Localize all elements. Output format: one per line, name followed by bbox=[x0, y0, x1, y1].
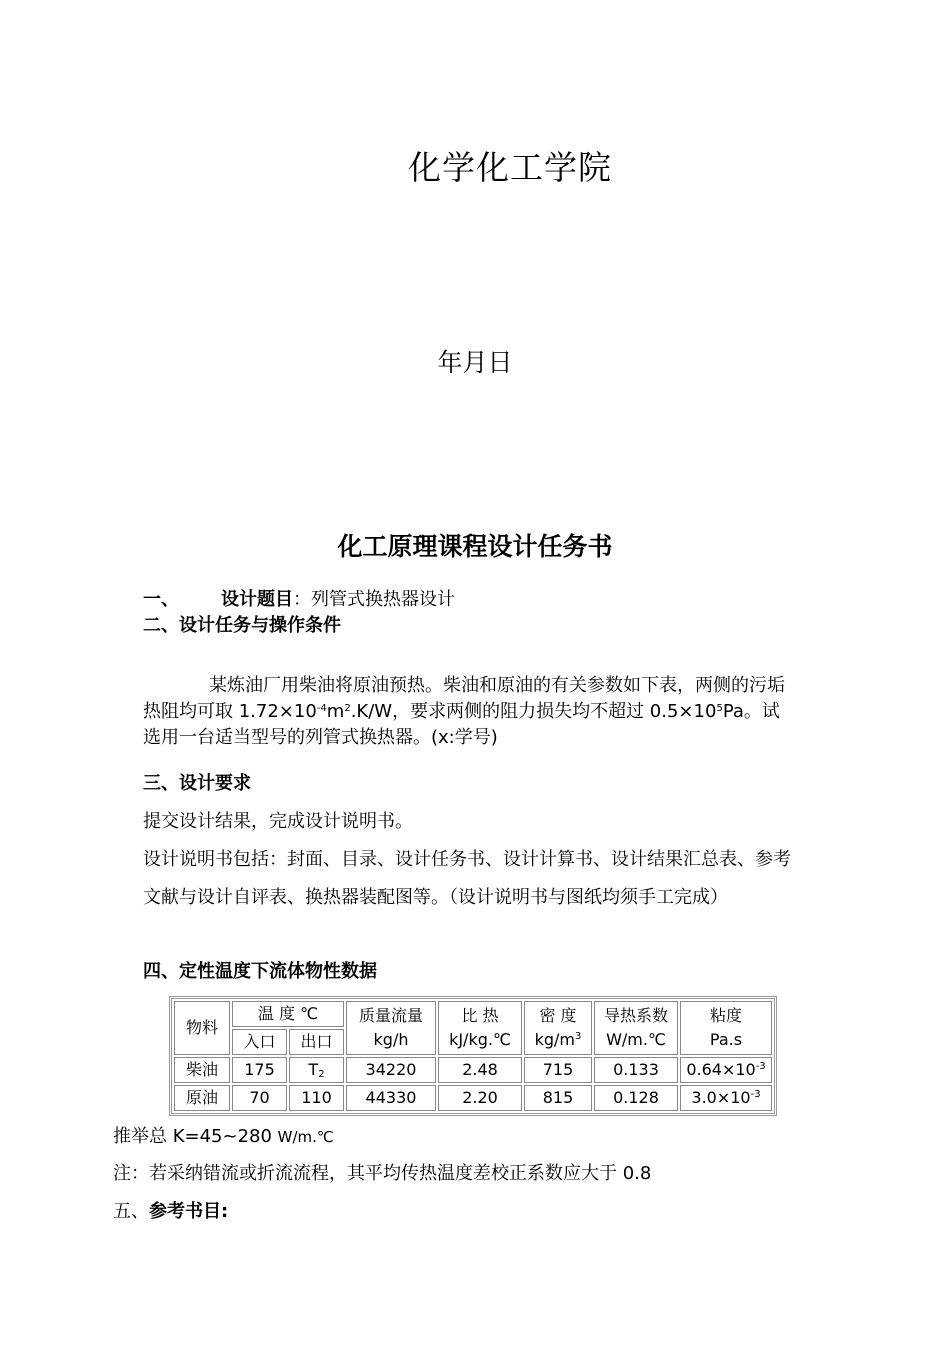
section3-line-1: 提交设计结果，完成设计说明书。 bbox=[143, 811, 413, 832]
row-inlet: 70 bbox=[232, 1085, 287, 1111]
header-density: 密 度 $kg/m^3$ bbox=[524, 1001, 592, 1055]
header-outlet: 出口 bbox=[289, 1029, 344, 1055]
table-row bbox=[174, 1085, 772, 1111]
header-specific-heat: 比 热 kJ/kg.℃ bbox=[438, 1001, 522, 1055]
task-line-2: 热阻均可取 $1.72\times 10^{-4}m^2.K/W$，要求两侧的阻力损失均不超过 $0.5\times 10^5Pa$。试 bbox=[143, 701, 780, 722]
section1-value: 列管式换热器设计 bbox=[311, 589, 455, 610]
header-mass-flow: 质量流量 kg/h bbox=[346, 1001, 436, 1055]
section3-line-2: 设计说明书包括：封面、目录、设计任务书、设计计算书、设计结果汇总表、参考 bbox=[143, 849, 791, 870]
correction-note: 注：若采纳错流或折流流程，其平均传热温度差校正系数应大于 0.8 bbox=[113, 1163, 652, 1184]
row-outlet: 110 bbox=[289, 1085, 344, 1111]
row-mass-flow: 44330 bbox=[346, 1085, 436, 1111]
section1-number: 一、 bbox=[143, 589, 179, 610]
row-density: 815 bbox=[524, 1085, 592, 1111]
table-row bbox=[174, 1057, 772, 1083]
row-material: 柴油 bbox=[174, 1057, 230, 1083]
row-mass-flow: 34220 bbox=[346, 1057, 436, 1083]
task-paragraph bbox=[143, 673, 833, 751]
header-temperature: 温 度 ℃ bbox=[232, 1001, 344, 1027]
row-inlet: 175 bbox=[232, 1057, 287, 1083]
school-name: 化学化工学院 bbox=[408, 148, 612, 187]
task-line-1: 某炼油厂用柴油将原油预热。柴油和原油的有关参数如下表，两侧的污垢 bbox=[209, 675, 785, 696]
section3-heading: 三、设计要求 bbox=[143, 773, 251, 794]
section1-line bbox=[143, 587, 455, 613]
header-thermal-conductivity: 导热系数 W/m.℃ bbox=[594, 1001, 678, 1055]
section5-heading: 五、参考书目: bbox=[113, 1201, 229, 1222]
properties-table bbox=[169, 996, 777, 1116]
section4-heading: 四、定性温度下流体物性数据 bbox=[143, 961, 377, 982]
recommended-k: 推举总 K=45~280 W/m.℃ bbox=[113, 1126, 334, 1147]
task-line-3: 选用一台适当型号的列管式换热器。(x:学号) bbox=[143, 727, 498, 748]
row-specific-heat: 2.20 bbox=[438, 1085, 522, 1111]
section2-heading: 二、设计任务与操作条件 bbox=[143, 615, 341, 636]
header-material: 物料 bbox=[174, 1001, 230, 1055]
row-specific-heat: 2.48 bbox=[438, 1057, 522, 1083]
document-title: 化工原理课程设计任务书 bbox=[337, 532, 613, 561]
header-inlet: 入口 bbox=[232, 1029, 287, 1055]
section1-label: 设计题目 bbox=[221, 589, 293, 610]
section3-line-3: 文献与设计自评表、换热器装配图等。（设计说明书与图纸均须手工完成） bbox=[143, 887, 728, 908]
row-thermal-conductivity: 0.128 bbox=[594, 1085, 678, 1111]
row-density: 715 bbox=[524, 1057, 592, 1083]
row-material: 原油 bbox=[174, 1085, 230, 1111]
row-viscosity: $3.0\times 10^{-3}$ bbox=[680, 1085, 772, 1111]
cover-date: 年月日 bbox=[437, 348, 513, 377]
row-outlet: $T_2$ bbox=[289, 1057, 344, 1083]
section1-separator: ： bbox=[293, 589, 311, 610]
row-thermal-conductivity: 0.133 bbox=[594, 1057, 678, 1083]
header-viscosity: 粘度 Pa.s bbox=[680, 1001, 772, 1055]
row-viscosity: $0.64\times 10^{-3}$ bbox=[680, 1057, 772, 1083]
